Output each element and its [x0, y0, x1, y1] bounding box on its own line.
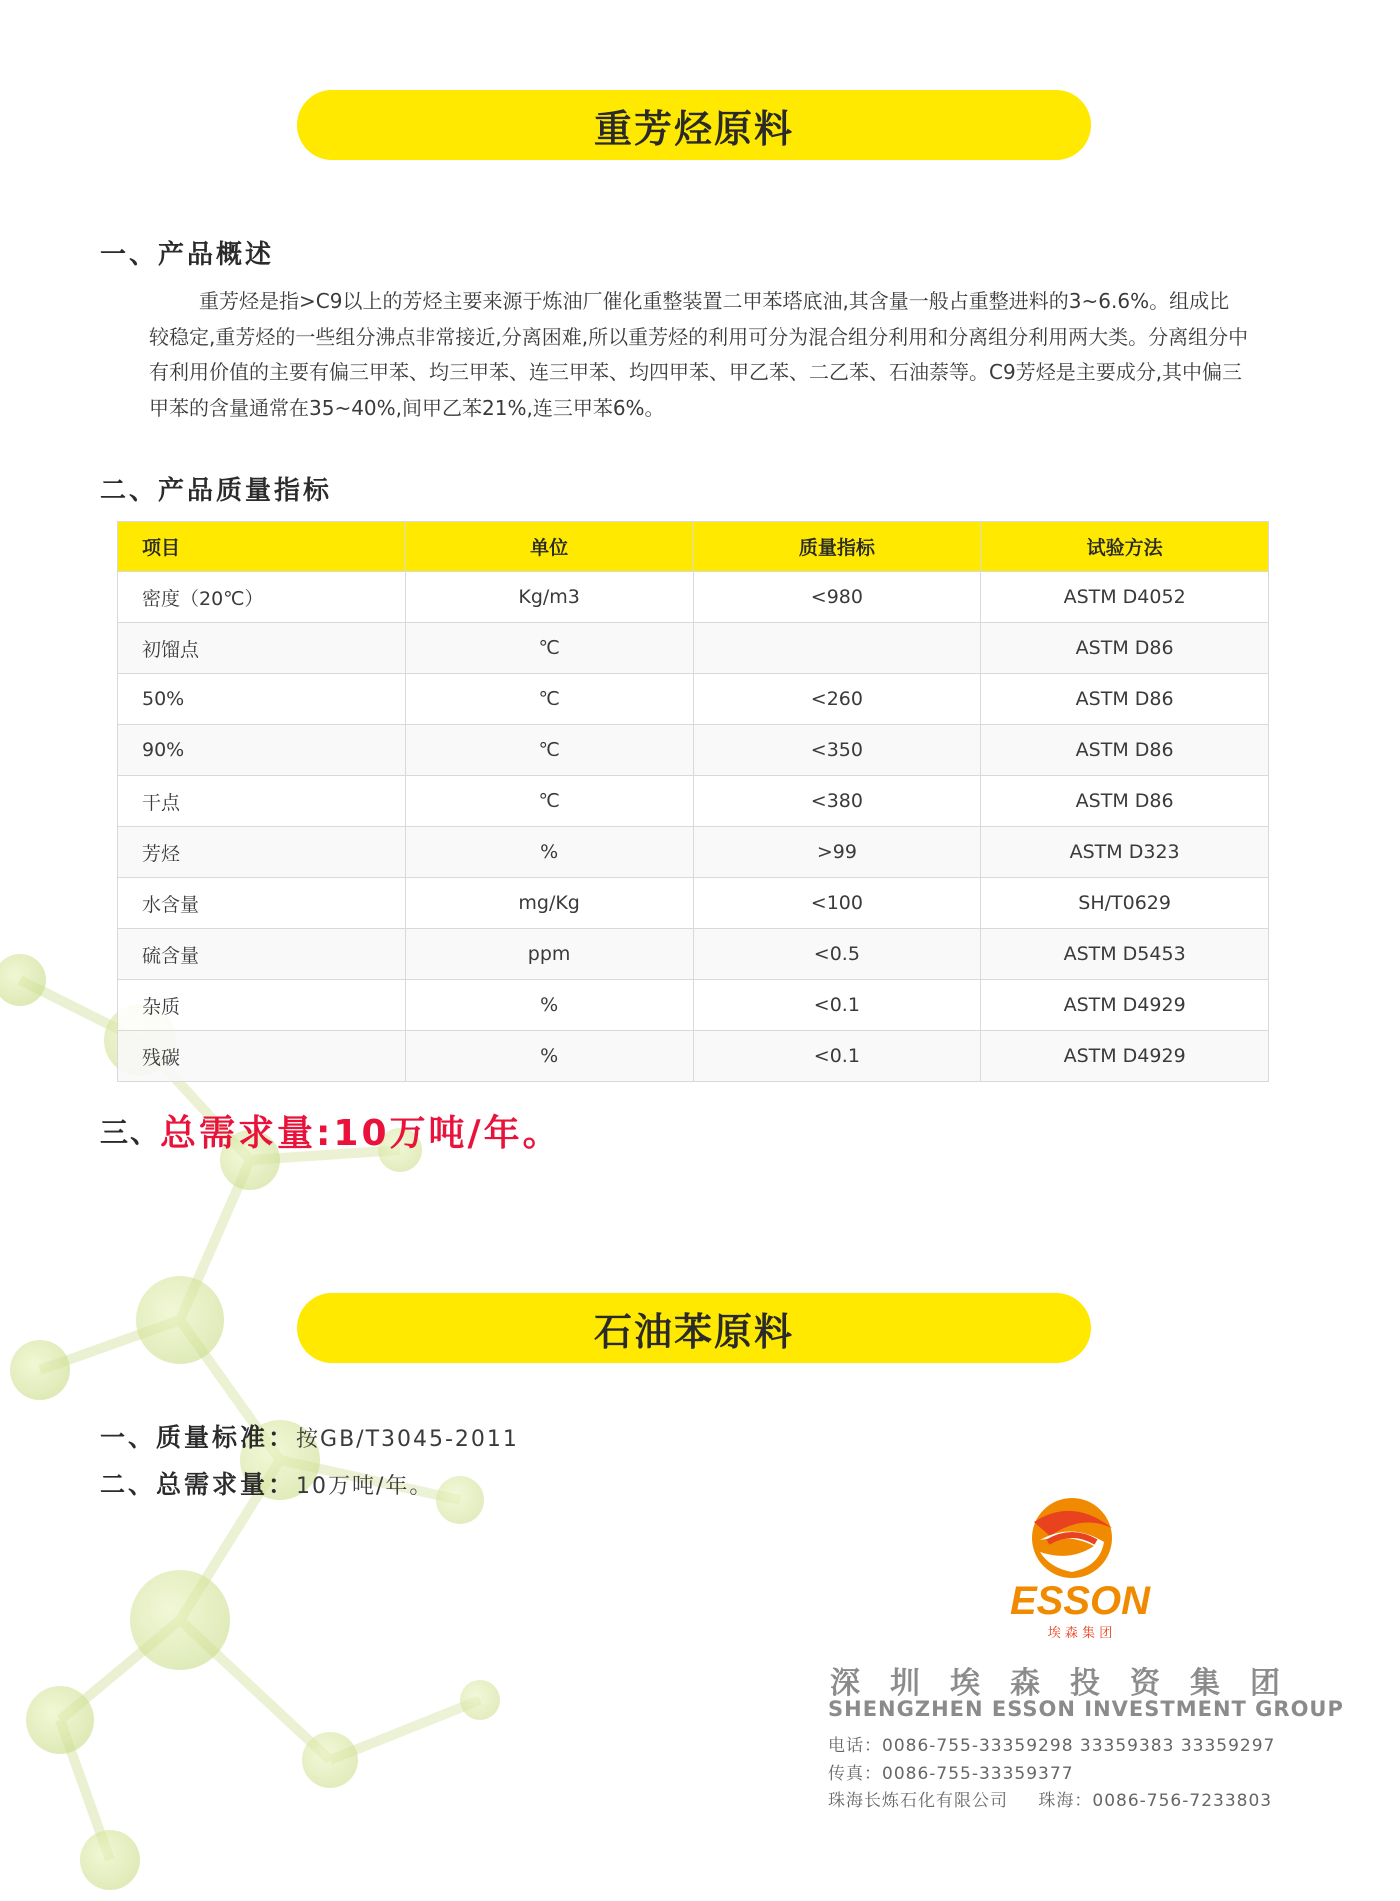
fax-line: 传真：0086-755-33359377 [828, 1764, 1074, 1784]
cell-method: ASTM D86 [981, 725, 1269, 776]
table-row [118, 980, 1269, 1031]
section1-title-banner: 重芳烃原料 [297, 90, 1091, 160]
cell-item: 芳烃 [118, 827, 406, 878]
cell-item: 残碳 [118, 1031, 406, 1082]
cell-spec [693, 623, 981, 674]
table-row [118, 878, 1269, 929]
cell-item: 硫含量 [118, 929, 406, 980]
company-char: 团 [1250, 1666, 1280, 1701]
quality-standard-line [100, 1418, 519, 1454]
table-row [118, 725, 1269, 776]
section2-title-banner: 石油苯原料 [297, 1293, 1091, 1363]
table-row [118, 623, 1269, 674]
logo-wordmark: ESSON [1009, 1579, 1151, 1623]
benzene-demand-value: 10万吨/年。 [296, 1474, 434, 1499]
cell-item: 密度（20℃） [118, 572, 406, 623]
quality-spec-table [117, 521, 1269, 1082]
cell-spec: <380 [693, 776, 981, 827]
cell-spec: <0.5 [693, 929, 981, 980]
cell-spec: <350 [693, 725, 981, 776]
header-item: 项目 [118, 522, 406, 572]
cell-method: ASTM D86 [981, 776, 1269, 827]
company-char: 深 [830, 1666, 860, 1701]
cell-spec: <100 [693, 878, 981, 929]
cell-method: ASTM D86 [981, 674, 1269, 725]
cell-unit: % [405, 827, 693, 878]
table-row [118, 1031, 1269, 1082]
cell-item: 50% [118, 674, 406, 725]
cell-spec: <980 [693, 572, 981, 623]
company-char: 投 [1070, 1666, 1100, 1701]
esson-emblem-icon [1032, 1498, 1112, 1578]
company-char: 集 [1190, 1666, 1220, 1701]
overview-text: 重芳烃是指>C9以上的芳烃主要来源于炼油厂催化重整装置二甲苯塔底油,其含量一般占重整进料的3~6.6%。组成比较稳定,重芳烃的一些组分沸点非常接近,分离困难,所以重芳烃的利用可分为混合组分利用和分离组分利用两大类。分离组分中有利用价值的主要有偏三甲苯、均三甲苯、连三甲苯、均四甲苯、甲乙苯、二乙苯、石油萘等。C9芳烃是主要成分,其中偏三甲苯的含量通常在35~40%,间甲乙苯21%,连三甲苯6%。 [149, 289, 1249, 420]
cell-method: ASTM D4052 [981, 572, 1269, 623]
cell-unit: ℃ [405, 776, 693, 827]
quality-heading: 二、产品质量指标 [100, 476, 333, 506]
cell-item: 干点 [118, 776, 406, 827]
phone-line: 电话：0086-755-33359298 33359383 33359297 [828, 1736, 1276, 1756]
cell-unit: ℃ [405, 725, 693, 776]
cell-method: ASTM D323 [981, 827, 1269, 878]
cell-unit: ℃ [405, 623, 693, 674]
logo-subtitle: 埃 森 集 团 [1047, 1626, 1113, 1641]
cell-method: ASTM D5453 [981, 929, 1269, 980]
cell-spec: <0.1 [693, 1031, 981, 1082]
table-header-row [118, 522, 1269, 572]
cell-spec: <260 [693, 674, 981, 725]
table-row [118, 674, 1269, 725]
cell-item: 水含量 [118, 878, 406, 929]
table-row [118, 827, 1269, 878]
quality-standard-value: 按GB/T3045-2011 [296, 1427, 519, 1452]
demand-text: 总需求量:10万吨/年。 [160, 1113, 562, 1154]
company-name-en: SHENGZHEN ESSON INVESTMENT GROUP [828, 1697, 1344, 1721]
cell-unit: Kg/m3 [405, 572, 693, 623]
table-row [118, 929, 1269, 980]
header-spec: 质量指标 [693, 522, 981, 572]
table-row [118, 776, 1269, 827]
company-char: 资 [1130, 1666, 1160, 1701]
cell-unit: mg/Kg [405, 878, 693, 929]
cell-unit: % [405, 980, 693, 1031]
cell-spec: >99 [693, 827, 981, 878]
cell-item: 90% [118, 725, 406, 776]
cell-item: 杂质 [118, 980, 406, 1031]
cell-method: SH/T0629 [981, 878, 1269, 929]
cell-spec: <0.1 [693, 980, 981, 1031]
cell-method: ASTM D4929 [981, 980, 1269, 1031]
overview-heading: 一、产品概述 [100, 240, 275, 270]
esson-logo [990, 1492, 1170, 1642]
company-char: 埃 [950, 1666, 980, 1701]
header-unit: 单位 [405, 522, 693, 572]
cell-item: 初馏点 [118, 623, 406, 674]
cell-method: ASTM D4929 [981, 1031, 1269, 1082]
benzene-demand-line [100, 1465, 433, 1501]
benzene-demand-label: 二、总需求量： [100, 1470, 297, 1499]
header-method: 试验方法 [981, 522, 1269, 572]
company-name-cn [830, 1658, 1280, 1702]
cell-method: ASTM D86 [981, 623, 1269, 674]
branch-phone: 珠海：0086-756-7233803 [1038, 1791, 1273, 1811]
total-demand-line [100, 1105, 562, 1156]
demand-number: 三、 [100, 1115, 161, 1149]
branch-name: 珠海长炼石化有限公司 [828, 1791, 1008, 1811]
cell-unit: ℃ [405, 674, 693, 725]
cell-unit: ppm [405, 929, 693, 980]
quality-standard-label: 一、质量标准： [100, 1423, 297, 1452]
table-row [118, 572, 1269, 623]
company-char: 森 [1010, 1666, 1040, 1701]
cell-unit: % [405, 1031, 693, 1082]
company-char: 圳 [890, 1666, 920, 1701]
branch-line [828, 1786, 1272, 1811]
